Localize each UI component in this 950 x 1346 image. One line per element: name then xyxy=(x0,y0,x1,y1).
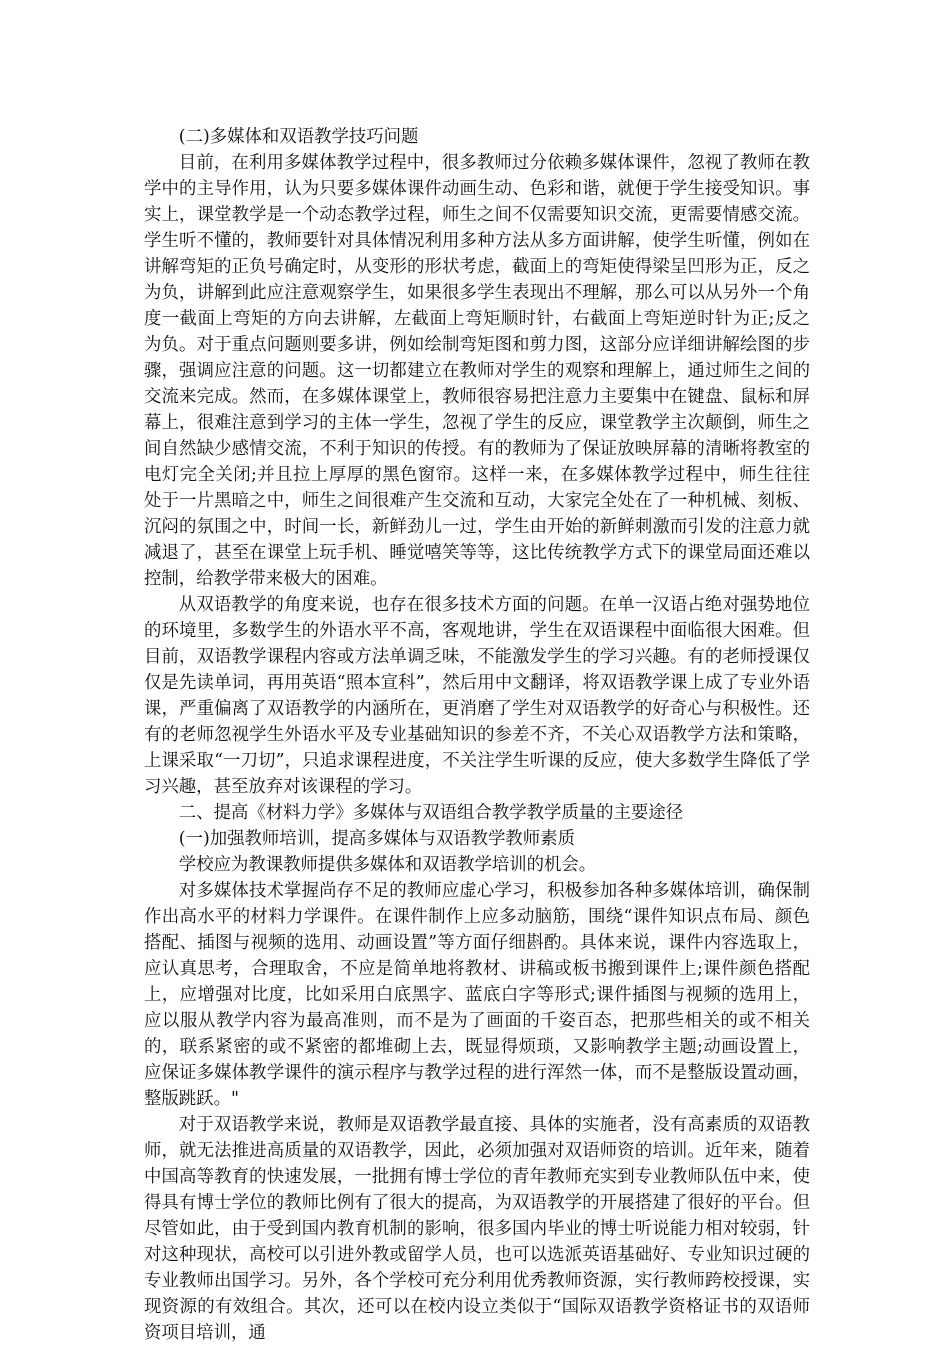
paragraph-bilingual-problems: 从双语教学的角度来说，也存在很多技术方面的问题。在单一汉语占绝对强势地位的环境里，多数学生的外语水平不高，客观地讲，学生在双语课程中面临很大困难。但目前，双语教学课程内容或方法单调乏味，不能激发学生的学习兴趣。有的老师授课仅仅是先读单词，再用英语“照本宣科”，然后用中文翻译，将双语教学课上成了专业外语课，严重偏离了双语教学的内涵所在，更消磨了学生对双语教学的好奇心与积极性。还有的老师忽视学生外语水平及专业基础知识的参差不齐，不关心双语教学方法和策略，上课采取“一刀切”，只追求课程进度，不关注学生听课的反应，使大多数学生降低了学习兴趣，甚至放弃对该课程的学习。 xyxy=(144,595,810,797)
paragraph-multimedia-training: 对多媒体技术掌握尚存不足的教师应虚心学习，积极参加各种多媒体培训，确保制作出高水平的材料力学课件。在课件制作上应多动脑筋，围绕“课件知识点布局、颜色搭配、插图与视频的选用、动画设置”等方面仔细斟酌。具体来说，课件内容选取上，应认真思考，合理取舍，不应是简单地将教材、讲稿或板书搬到课件上;课件颜色搭配上，应增强对比度，比如采用白底黑字、蓝底白字等形式;课件插图与视频的选用上，应以服从教学内容为最高准则，而不是为了画面的千姿百态，把那些相关的或不相关的，联系紧密的或不紧密的都堆砌上去，既显得烦琐，又影响教学主题;动画设置上，应保证多媒体教学课件的演示程序与教学过程的进行浑然一体，而不是整版设置动画，整版跳跃。" xyxy=(144,881,810,1109)
paragraph-multimedia-problems: 目前，在利用多媒体教学过程中，很多教师过分依赖多媒体课件，忽视了教师在教学中的主导作用，认为只要多媒体课件动画生动、色彩和谐，就便于学生接受知识。事实上，课堂教学是一个动态教学过程，师生之间不仅需要知识交流，更需要情感交流。学生听不懂的，教师要针对具体情况利用多种方法从多方面讲解，使学生听懂，例如在讲解弯矩的正负号确定时，从变形的形状考虑，截面上的弯矩使得梁呈凹形为正，反之为负，讲解到此应注意观察学生，如果很多学生表现出不理解，那么可以从另外一个角度一截面上弯矩的方向去讲解，左截面上弯矩顺时针，右截面上弯矩逆时针为正;反之为负。对于重点问题则要多讲，例如绘制弯矩图和剪力图，这部分应详细讲解绘图的步骤，强调应注意的问题。这一切都建立在教师对学生的观察和理解上，通过师生之间的交流来完成。然而，在多媒体课堂上，教师很容易把注意力主要集中在键盘、鼠标和屏幕上，很难注意到学习的主体一学生，忽视了学生的反应，课堂教学主次颠倒，师生之间自然缺少感情交流，不利于知识的传授。有的教师为了保证放映屏幕的清晰将教室的电灯完全关闭;并且拉上厚厚的黑色窗帘。这样一来，在多媒体教学过程中，师生往往处于一片黑暗之中，师生之间很难产生交流和互动，大家完全处在了一种机械、刻板、沉闷的氛围之中，时间一长，新鲜劲儿一过，学生由开始的新鲜刺激而引发的注意力就减退了，甚至在课堂上玩手机、睡觉嘻笑等等，这比传统教学方式下的课堂局面还难以控制，给教学带来极大的困难。 xyxy=(144,153,810,589)
section-heading-multimedia-bilingual-skills: (二)多媒体和双语教学技巧问题 xyxy=(178,127,419,147)
section-heading-improvement-approaches: 二、提高《材料力学》多媒体与双语组合教学教学质量的主要途径 xyxy=(178,803,684,823)
paragraph-training-opportunity: 学校应为教课教师提供多媒体和双语教学培训的机会。 xyxy=(178,855,597,875)
paragraph-bilingual-training: 对于双语教学来说，教师是双语教学最直接、具体的实施者，没有高素质的双语教师，就无法推进高质量的双语教学，因此，必须加强对双语师资的培训。近年来，随着中国高等教育的快速发展，一批拥有博士学位的青年教师充实到专业教师队伍中来，使得具有博士学位的教师比例有了很大的提高，为双语教学的开展搭建了很好的平台。但尽管如此，由于受到国内教育机制的影响，很多国内毕业的博士听说能力相对较弱，针对这种现状，高校可以引进外教或留学人员，也可以选派英语基础好、专业知识过硬的专业教师出国学习。另外，各个学校可充分利用优秀教师资源，实行教师跨校授课，实现资源的有效组合。其次，还可以在校内设立类似于“国际双语教学资格证书的双语师资项目培训，通 xyxy=(144,1115,810,1343)
subsection-heading-teacher-training: (一)加强教师培训，提高多媒体与双语教学教师素质 xyxy=(178,829,575,849)
document-body xyxy=(144,124,810,1346)
